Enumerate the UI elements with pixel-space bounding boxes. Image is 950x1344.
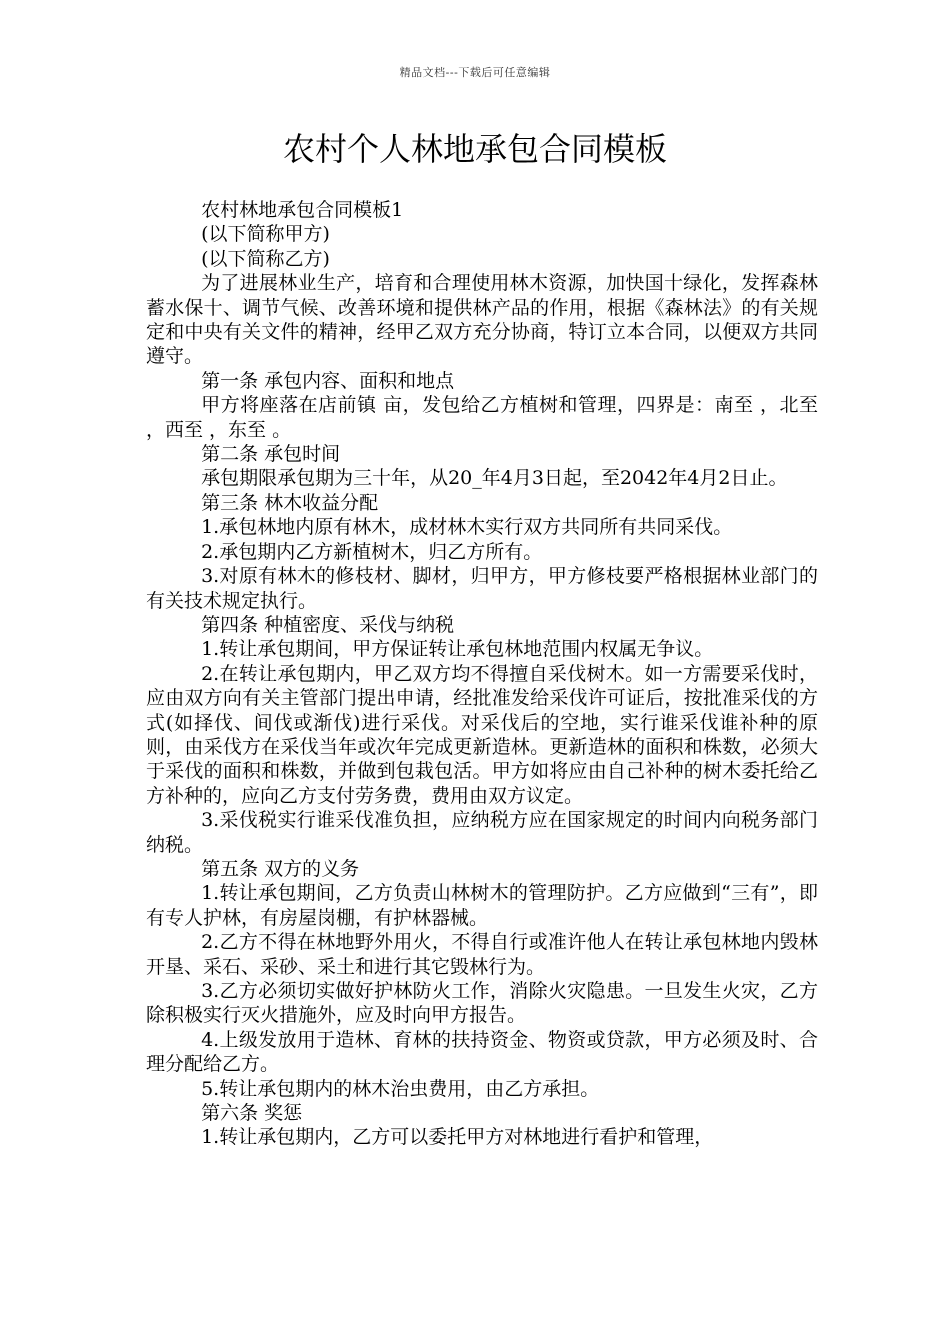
clause-item: 1.转让承包期间，乙方负责山林树木的管理防护。乙方应做到“三有”，即有专人护林，有房屋岗棚，有护林器械。 <box>146 882 818 929</box>
paragraph-preamble: 为了进展林业生产，培育和合理使用林木资源，加快国十绿化，发挥森林蓄水保十、调节气候、改善环境和提供林产品的作用，根据《森林法》的有关规定和中央有关文件的精神，经甲乙双方充分协商，特订立本合同，以便双方共同遵守。 <box>146 272 818 368</box>
article-heading: 第四条 种植密度、采伐与纳税 <box>201 613 455 636</box>
header-note: 精品文档---下载后可任意编辑 <box>399 66 551 79</box>
paragraph-party-b: (以下简称乙方) <box>201 247 330 270</box>
document-body <box>146 198 818 1150</box>
paragraph-party-a: (以下简称甲方) <box>201 223 330 246</box>
clause-item: 2.乙方不得在林地野外用火，不得自行或准许他人在转让承包林地内毁林开垦、采石、采砂、采土和进行其它毁林行为。 <box>146 931 818 978</box>
clause-item: 1.承包林地内原有林木，成材林木实行双方共同所有共同采伐。 <box>201 516 733 539</box>
article-heading: 第二条 承包时间 <box>201 443 341 466</box>
document-title: 农村个人林地承包合同模板 <box>282 130 667 168</box>
article-heading: 第三条 林木收益分配 <box>201 491 379 514</box>
clause-item: 1.转让承包期间，甲方保证转让承包林地范围内权属无争议。 <box>201 638 714 661</box>
paragraph: 承包期限承包期为三十年，从20_年4月3日起，至2042年4月2日止。 <box>201 467 788 490</box>
clause-item: 3.采伐税实行谁采伐准负担，应纳税方应在国家规定的时间内向税务部门纳税。 <box>146 809 818 856</box>
clause-item: 4.上级发放用于造林、育林的扶持资金、物资或贷款，甲方必须及时、合理分配给乙方。 <box>146 1028 818 1076</box>
clause-item: 1.转让承包期内，乙方可以委托甲方对林地进行看护和管理， <box>201 1126 714 1149</box>
clause-item: 2.承包期内乙方新植树木，归乙方所有。 <box>201 540 543 563</box>
article-heading: 第一条 承包内容、面积和地点 <box>201 369 455 392</box>
article-heading: 第六条 奖惩 <box>201 1102 303 1125</box>
paragraph-template-subtitle: 农村林地承包合同模板1 <box>201 199 404 221</box>
paragraph: 甲方将座落在店前镇 亩，发包给乙方植树和管理，四界是：南至 ，北至 ，西至 ，东至 。 <box>146 394 818 441</box>
clause-item: 3.对原有林木的修枝材、脚材，归甲方，甲方修枝要严格根据林业部门的有关技术规定执行。 <box>146 565 818 612</box>
clause-item: 2.在转让承包期内，甲乙双方均不得擅自采伐树木。如一方需要采伐时，应由双方向有关主管部门提出申请，经批准发给采伐许可证后，按批准采伐的方式(如择伐、间伐或渐伐)进行采伐。对采伐后的空地，实行谁采伐谁补种的原则，由采伐方在采伐当年或次年完成更新造林。更新造林的面积和株数，必须大于采伐的面积和株数，并做到包栽包活。甲方如将应由自己补种的树木委托给乙方补种的，应向乙方支付劳务费，费用由双方议定。 <box>146 662 818 807</box>
clause-item: 3.乙方必须切实做好护林防火工作，消除火灾隐患。一旦发生火灾，乙方除积极实行灭火措施外，应及时向甲方报告。 <box>146 980 818 1027</box>
clause-item: 5.转让承包期内的林木治虫费用，由乙方承担。 <box>201 1077 600 1100</box>
article-heading: 第五条 双方的义务 <box>201 857 360 880</box>
